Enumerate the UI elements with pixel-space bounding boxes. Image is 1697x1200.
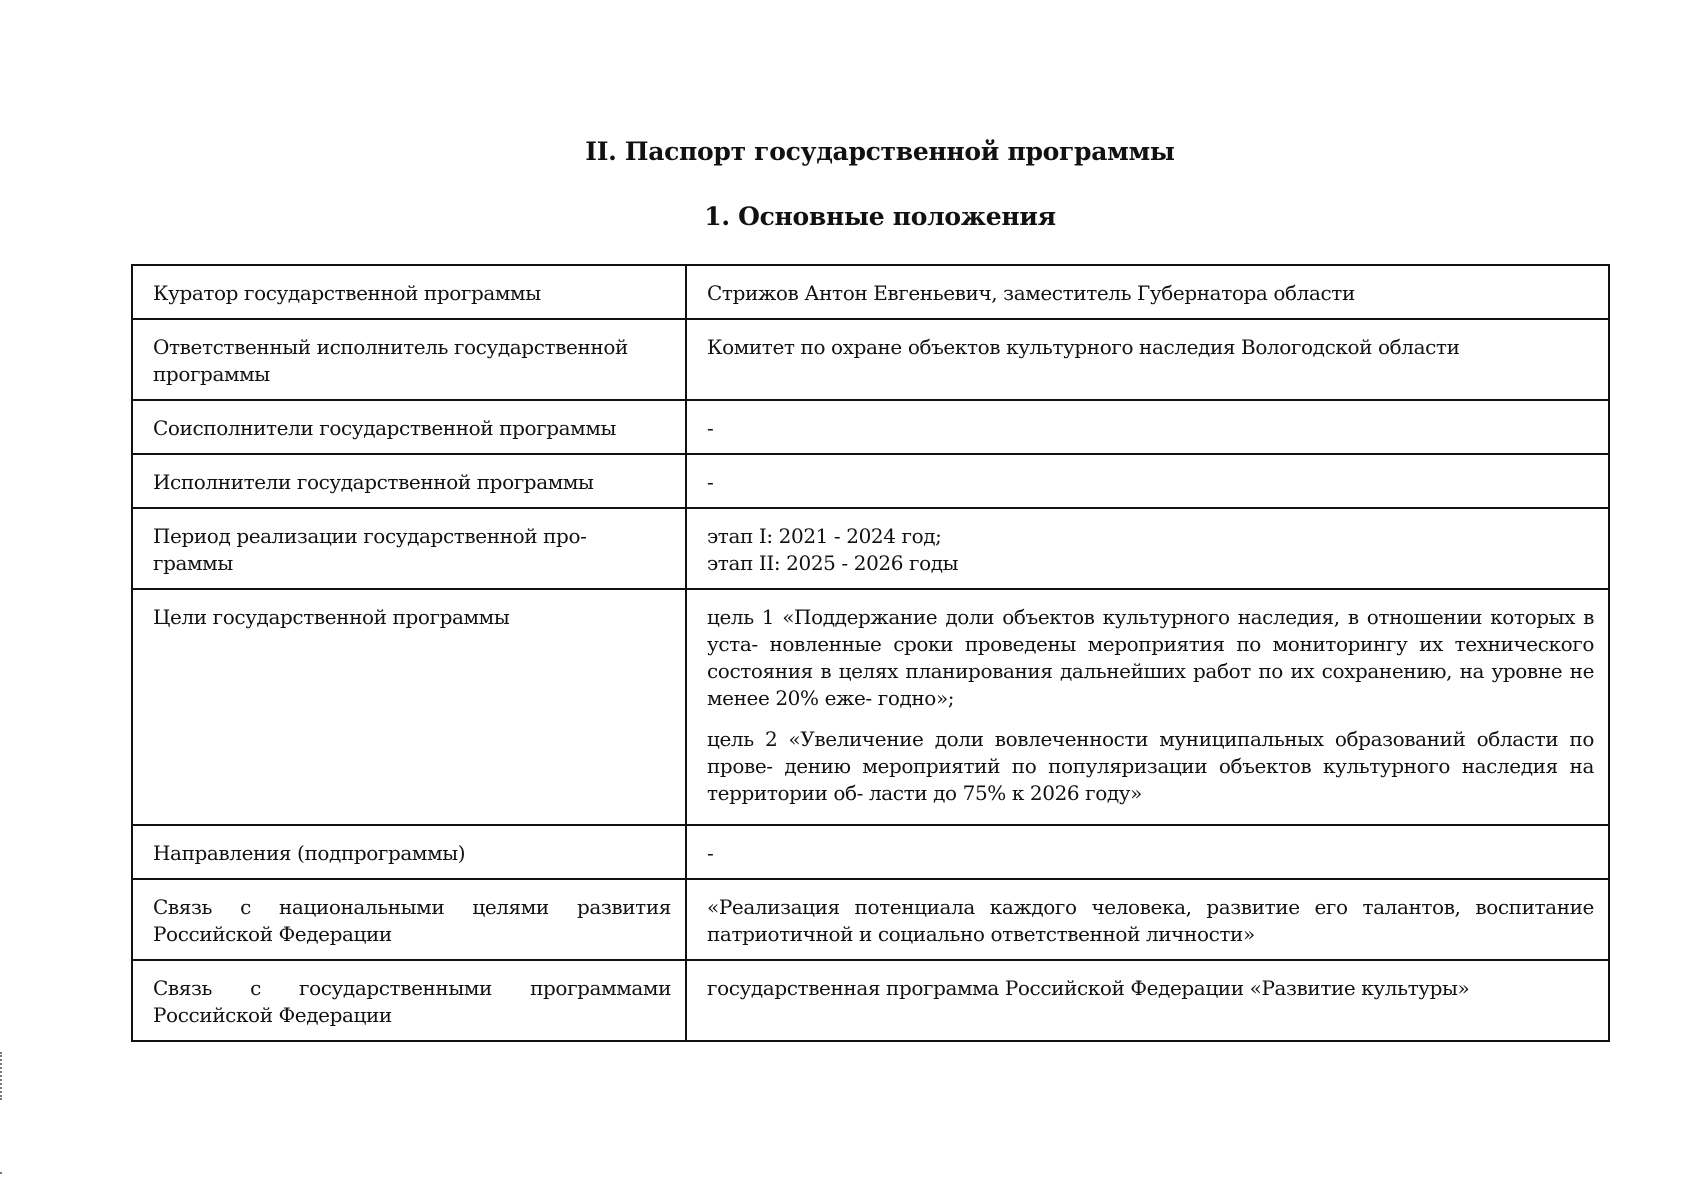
table-row-state-programs <box>132 960 1609 1041</box>
table-row-co-executors <box>132 400 1609 454</box>
row-value: Комитет по охране объектов культурного наследия Вологодской области <box>686 319 1609 400</box>
row-label: Связь с государственными программами Российской Федерации <box>132 960 686 1041</box>
scan-edge-marks <box>0 1052 6 1100</box>
period-stage-2: этап II: 2025 - 2026 годы <box>707 551 959 575</box>
table-row-goals <box>132 589 1609 825</box>
section-title: II. Паспорт государственной программы <box>585 137 1175 166</box>
row-value: - <box>686 400 1609 454</box>
row-label: Период реализации государственной про- граммы <box>132 508 686 589</box>
subsection-title: 1. Основные положения <box>704 202 1056 231</box>
row-label: Направления (подпрограммы) <box>132 825 686 879</box>
table-row-executors <box>132 454 1609 508</box>
row-value <box>686 508 1609 589</box>
row-value: - <box>686 825 1609 879</box>
row-value: Стрижов Антон Евгеньевич, заместитель Губернатора области <box>686 265 1609 319</box>
row-value: государственная программа Российской Федерации «Развитие культуры» <box>686 960 1609 1041</box>
row-label: Связь с национальными целями развития Российской Федерации <box>132 879 686 960</box>
table-row-national-goals <box>132 879 1609 960</box>
row-value: - <box>686 454 1609 508</box>
row-label: Цели государственной программы <box>132 589 686 825</box>
goal-2: цель 2 «Увеличение доли вовлеченности муниципальных образований области по прове- дению мероприятий по популяризации объектов культурного наследия на территории об- ласти до 75% к 2026 году» <box>707 727 1594 805</box>
row-label: Исполнители государственной программы <box>132 454 686 508</box>
row-label: Ответственный исполнитель государственной программы <box>132 319 686 400</box>
table-row-directions <box>132 825 1609 879</box>
goal-1: цель 1 «Поддержание доли объектов культурного наследия, в отношении которых в уста- новленные сроки проведены мероприятия по мониторингу их технического состояния в целях планирования дальнейших работ по их сохранению, на уровне не менее 20% еже- годно»; <box>707 605 1594 710</box>
passport-table <box>131 264 1610 1042</box>
row-value <box>686 589 1609 825</box>
row-label: Куратор государственной программы <box>132 265 686 319</box>
table-row-period <box>132 508 1609 589</box>
scan-edge-dot <box>0 1172 2 1174</box>
row-value: «Реализация потенциала каждого человека, развитие его талантов, воспитание патриотичной и социально ответственной личности» <box>686 879 1609 960</box>
table-row-curator <box>132 265 1609 319</box>
table-row-responsible-executor <box>132 319 1609 400</box>
row-label: Соисполнители государственной программы <box>132 400 686 454</box>
period-stage-1: этап I: 2021 - 2024 год; <box>707 524 942 548</box>
